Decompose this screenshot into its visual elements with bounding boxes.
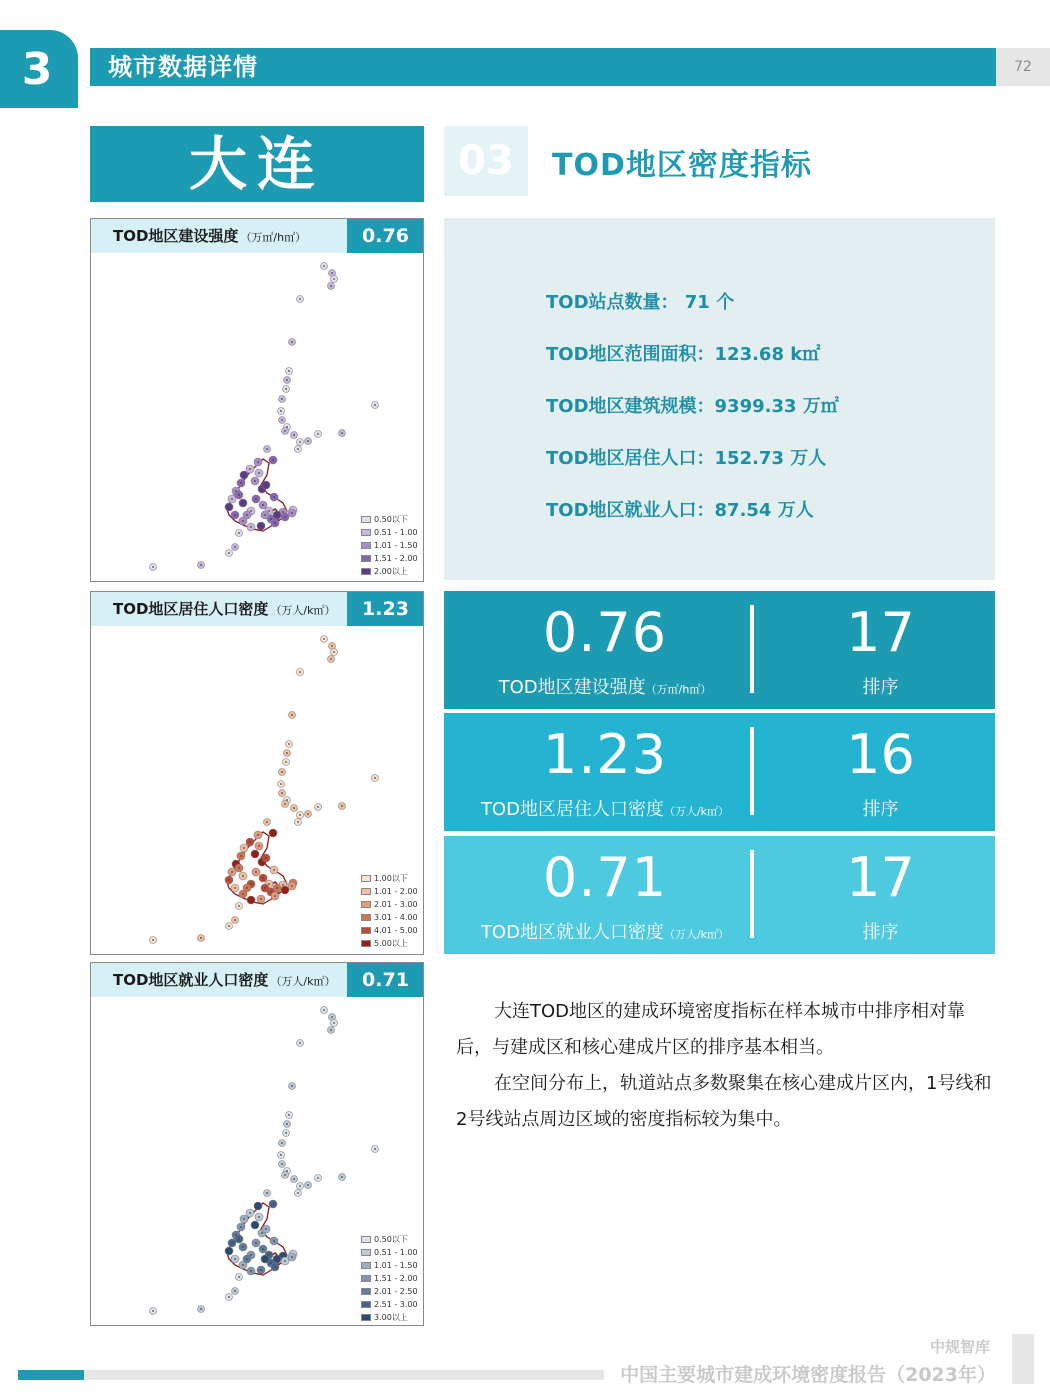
station-center-dot xyxy=(291,885,293,887)
station-center-dot xyxy=(243,474,245,476)
station-center-dot xyxy=(333,278,335,280)
legend-label: 1.01 - 1.50 xyxy=(374,541,418,550)
footer-brand: 中规智库 xyxy=(929,1338,990,1356)
metric-label-unit: （万㎡/h㎡） xyxy=(645,683,712,696)
legend-swatch xyxy=(361,542,371,549)
legend-label: 1.01 - 1.50 xyxy=(374,1261,418,1270)
station-center-dot xyxy=(280,783,282,785)
body-paragraph: 大连TOD地区的建成环境密度指标在样本城市中排序相对靠后，与建成区和核心建成片区的排序基本相当。 xyxy=(456,1001,966,1058)
station-center-dot xyxy=(276,1258,278,1260)
station-center-dot xyxy=(282,511,284,513)
station-center-dot xyxy=(330,1029,332,1031)
station-center-dot xyxy=(333,651,335,653)
station-center-dot xyxy=(234,887,236,889)
station-center-dot xyxy=(293,1178,295,1180)
metric-value: 0.71 xyxy=(542,846,668,909)
metric-label-unit: （万人/k㎡） xyxy=(663,805,730,818)
station-center-dot xyxy=(152,1310,154,1312)
station-center-dot xyxy=(249,468,251,470)
map-title-unit: （万人/k㎡） xyxy=(270,975,336,988)
station-center-dot xyxy=(242,875,244,877)
metric-value: 0.76 xyxy=(542,601,668,664)
station-center-dot xyxy=(297,1192,299,1194)
station-center-dot xyxy=(331,1016,333,1018)
legend-label: 1.51 - 2.00 xyxy=(374,1274,418,1283)
station-center-dot xyxy=(284,1174,286,1176)
station-center-dot xyxy=(266,1192,268,1194)
city-name: 大连 xyxy=(90,126,424,202)
station-center-dot xyxy=(246,1258,248,1260)
map-panel-build-intensity xyxy=(90,218,424,582)
station-center-dot xyxy=(281,419,283,421)
station-center-dot xyxy=(270,1262,272,1264)
station-center-dot xyxy=(152,939,154,941)
station-center-dot xyxy=(299,298,301,300)
station-center-dot xyxy=(261,861,263,863)
station-center-dot xyxy=(284,889,286,891)
map-title xyxy=(91,592,347,626)
station-center-dot xyxy=(281,1142,283,1144)
metric-rank: 16 xyxy=(846,723,915,786)
stat-station-count: TOD站点数量： 71 个 xyxy=(546,292,735,313)
station-center-dot xyxy=(234,1290,236,1292)
legend-swatch xyxy=(361,1314,371,1321)
station-center-dot xyxy=(268,883,270,885)
legend-label: 3.01 - 4.00 xyxy=(374,913,418,922)
station-center-dot xyxy=(282,884,284,886)
station-center-dot xyxy=(291,341,293,343)
legend-item xyxy=(361,513,418,526)
station-center-dot xyxy=(255,871,257,873)
station-center-dot xyxy=(265,857,267,859)
metric-label xyxy=(444,918,766,944)
metric-rank: 17 xyxy=(846,846,915,909)
station-center-dot xyxy=(330,285,332,287)
station-center-dot xyxy=(255,1242,257,1244)
station-center-dot xyxy=(281,792,283,794)
station-center-dot xyxy=(152,566,154,568)
station-center-dot xyxy=(285,761,287,763)
map-value: 0.71 xyxy=(347,963,424,997)
station-center-dot xyxy=(242,502,244,504)
station-center-dot xyxy=(307,813,309,815)
station-center-dot xyxy=(374,777,376,779)
legend-swatch xyxy=(361,1236,371,1243)
map-legend xyxy=(361,872,418,950)
station-center-dot xyxy=(299,1185,301,1187)
legend-label: 0.51 - 1.00 xyxy=(374,528,418,537)
legend-label: 2.00以上 xyxy=(374,567,408,576)
legend-label: 0.51 - 1.00 xyxy=(374,1248,418,1257)
legend-swatch xyxy=(361,1249,371,1256)
station-center-dot xyxy=(286,1123,288,1125)
station-center-dot xyxy=(240,1226,242,1228)
station-center-dot xyxy=(272,1203,274,1205)
stat-residents: TOD地区居住人口：152.73 万人 xyxy=(546,448,827,469)
station-center-dot xyxy=(272,832,274,834)
station-center-dot xyxy=(273,869,275,871)
section-index: 03 xyxy=(444,126,528,196)
station-center-dot xyxy=(323,638,325,640)
station-center-dot xyxy=(341,1176,343,1178)
station-center-dot xyxy=(231,1242,233,1244)
station-center-dot xyxy=(330,658,332,660)
station-center-dot xyxy=(254,480,256,482)
station-center-dot xyxy=(317,433,319,435)
stat-area: TOD地区范围面积：123.68 k㎡ xyxy=(546,344,821,365)
map-title xyxy=(91,963,347,997)
legend-label: 5.00以上 xyxy=(374,939,408,948)
station-center-dot xyxy=(281,1163,283,1165)
legend-swatch xyxy=(361,1275,371,1282)
station-center-dot xyxy=(243,847,245,849)
station-center-dot xyxy=(228,1250,230,1252)
station-center-dot xyxy=(270,518,272,520)
station-center-dot xyxy=(200,937,202,939)
station-center-dot xyxy=(234,919,236,921)
station-center-dot xyxy=(274,895,276,897)
legend-swatch xyxy=(361,568,371,575)
station-center-dot xyxy=(261,1232,263,1234)
station-center-dot xyxy=(297,821,299,823)
metric-label-text: TOD地区居住人口密度 xyxy=(480,799,664,820)
station-center-dot xyxy=(250,883,252,885)
legend-item xyxy=(361,911,418,924)
station-center-dot xyxy=(270,891,272,893)
station-center-dot xyxy=(246,514,248,516)
legend-label: 1.01 - 2.00 xyxy=(374,887,418,896)
station-center-dot xyxy=(200,564,202,566)
station-center-dot xyxy=(265,484,267,486)
station-center-dot xyxy=(268,510,270,512)
legend-label: 0.50以下 xyxy=(374,515,408,524)
metric-label xyxy=(444,673,766,699)
station-center-dot xyxy=(299,814,301,816)
station-center-dot xyxy=(250,1270,252,1272)
legend-item xyxy=(361,1298,418,1311)
station-center-dot xyxy=(341,432,343,434)
station-center-dot xyxy=(286,752,288,754)
station-center-dot xyxy=(242,1246,244,1248)
legend-item xyxy=(361,526,418,539)
station-center-dot xyxy=(266,448,268,450)
summary-stats-box xyxy=(444,218,995,580)
legend-item xyxy=(361,885,418,898)
station-center-dot xyxy=(234,1258,236,1260)
metric-label-text: TOD地区就业人口密度 xyxy=(480,922,664,943)
station-center-dot xyxy=(242,520,244,522)
station-center-dot xyxy=(250,510,252,512)
stat-floor-area: TOD地区建筑规模：9399.33 万㎡ xyxy=(546,396,839,417)
station-center-dot xyxy=(258,472,260,474)
station-center-dot xyxy=(266,821,268,823)
station-center-dot xyxy=(234,546,236,548)
station-center-dot xyxy=(258,1216,260,1218)
station-center-dot xyxy=(280,410,282,412)
metric-rank-label: 排序 xyxy=(862,922,899,943)
metric-rank-label: 排序 xyxy=(862,799,899,820)
station-center-dot xyxy=(246,887,248,889)
station-center-dot xyxy=(238,1238,240,1240)
station-center-dot xyxy=(249,841,251,843)
station-center-dot xyxy=(273,496,275,498)
station-center-dot xyxy=(285,388,287,390)
station-center-dot xyxy=(240,855,242,857)
station-center-dot xyxy=(255,498,257,500)
legend-label: 1.51 - 2.00 xyxy=(374,554,418,563)
station-center-dot xyxy=(288,370,290,372)
station-center-dot xyxy=(276,514,278,516)
station-center-dot xyxy=(200,1308,202,1310)
map-title-text: TOD地区居住人口密度 xyxy=(113,600,269,618)
map-title-unit: （万人/k㎡） xyxy=(270,604,336,617)
station-center-dot xyxy=(254,853,256,855)
station-center-dot xyxy=(299,441,301,443)
legend-item xyxy=(361,1272,418,1285)
metric-band-residential-density xyxy=(444,713,995,831)
section-number-badge: 3 xyxy=(0,30,78,108)
legend-item xyxy=(361,565,418,578)
station-center-dot xyxy=(257,834,259,836)
station-center-dot xyxy=(260,525,262,527)
station-center-dot xyxy=(262,1248,264,1250)
legend-label: 3.00以上 xyxy=(374,1313,408,1322)
footer-accent-bar xyxy=(18,1370,84,1380)
station-center-dot xyxy=(262,877,264,879)
metric-label xyxy=(444,795,766,821)
station-center-dot xyxy=(280,1154,282,1156)
legend-label: 4.01 - 5.00 xyxy=(374,926,418,935)
footer-bar xyxy=(84,1370,604,1380)
station-center-dot xyxy=(291,1256,293,1258)
station-center-dot xyxy=(242,893,244,895)
station-center-dot xyxy=(299,671,301,673)
legend-item xyxy=(361,924,418,937)
station-center-dot xyxy=(291,714,293,716)
station-center-dot xyxy=(228,552,230,554)
station-center-dot xyxy=(260,1269,262,1271)
page-number: 72 xyxy=(996,48,1050,86)
legend-label: 2.51 - 3.00 xyxy=(374,1300,418,1309)
station-center-dot xyxy=(307,440,309,442)
station-center-dot xyxy=(285,1132,287,1134)
legend-swatch xyxy=(361,1288,371,1295)
legend-swatch xyxy=(361,927,371,934)
station-center-dot xyxy=(240,482,242,484)
legend-item xyxy=(361,552,418,565)
legend-swatch xyxy=(361,914,371,921)
station-center-dot xyxy=(228,925,230,927)
station-center-dot xyxy=(288,743,290,745)
metric-divider xyxy=(750,727,754,815)
legend-swatch xyxy=(361,901,371,908)
map-title xyxy=(91,219,347,253)
legend-item xyxy=(361,1285,418,1298)
legend-swatch xyxy=(361,940,371,947)
station-center-dot xyxy=(284,1260,286,1262)
station-center-dot xyxy=(291,512,293,514)
legend-label: 1.00以下 xyxy=(374,874,408,883)
legend-item xyxy=(361,1311,418,1324)
station-center-dot xyxy=(331,645,333,647)
station-center-dot xyxy=(265,1228,267,1230)
metric-rank: 17 xyxy=(846,601,915,664)
metric-divider xyxy=(750,605,754,693)
station-center-dot xyxy=(243,1218,245,1220)
station-center-dot xyxy=(281,771,283,773)
legend-swatch xyxy=(361,888,371,895)
map-title-unit: （万㎡/h㎡） xyxy=(240,231,307,244)
station-center-dot xyxy=(323,265,325,267)
metric-rank-label: 排序 xyxy=(862,677,899,698)
station-center-dot xyxy=(231,498,233,500)
station-center-dot xyxy=(257,1205,259,1207)
station-center-dot xyxy=(307,1184,309,1186)
station-center-dot xyxy=(317,1177,319,1179)
metric-label-unit: （万人/k㎡） xyxy=(663,928,730,941)
station-center-dot xyxy=(374,404,376,406)
legend-item xyxy=(361,872,418,885)
map-panel-residential-density xyxy=(90,591,424,955)
body-text xyxy=(456,994,992,1138)
legend-swatch xyxy=(361,555,371,562)
station-center-dot xyxy=(238,532,240,534)
legend-item xyxy=(361,898,418,911)
station-center-dot xyxy=(293,434,295,436)
map-title-text: TOD地区就业人口密度 xyxy=(113,971,269,989)
station-center-dot xyxy=(274,1266,276,1268)
station-center-dot xyxy=(273,1240,275,1242)
station-center-dot xyxy=(341,805,343,807)
map-legend xyxy=(361,513,418,578)
station-center-dot xyxy=(333,1022,335,1024)
station-center-dot xyxy=(249,1212,251,1214)
legend-label: 2.01 - 2.50 xyxy=(374,1287,418,1296)
map-value: 0.76 xyxy=(347,219,424,253)
body-paragraph: 在空间分布上，轨道站点多数聚集在核心建成片区内，1号线和2号线站点周边区域的密度指标较为集中。 xyxy=(456,1073,992,1130)
station-center-dot xyxy=(242,1264,244,1266)
station-center-dot xyxy=(286,379,288,381)
footer-report-title: 中国主要城市建成环境密度报告（2023年） xyxy=(620,1364,996,1386)
station-center-dot xyxy=(238,1276,240,1278)
station-center-dot xyxy=(284,430,286,432)
legend-swatch xyxy=(361,529,371,536)
station-center-dot xyxy=(317,806,319,808)
station-center-dot xyxy=(261,488,263,490)
station-center-dot xyxy=(257,461,259,463)
station-center-dot xyxy=(282,1255,284,1257)
legend-swatch xyxy=(361,516,371,523)
metric-band-employment-density xyxy=(444,836,995,954)
station-center-dot xyxy=(228,1296,230,1298)
section-heading: TOD地区密度指标 xyxy=(552,148,812,183)
map-value: 1.23 xyxy=(347,592,424,626)
station-center-dot xyxy=(234,514,236,516)
station-center-dot xyxy=(238,867,240,869)
station-center-dot xyxy=(276,887,278,889)
map-title-text: TOD地区建设强度 xyxy=(113,227,239,245)
station-center-dot xyxy=(291,1085,293,1087)
station-center-dot xyxy=(262,504,264,506)
legend-item xyxy=(361,1233,418,1246)
station-center-dot xyxy=(268,1254,270,1256)
station-center-dot xyxy=(274,522,276,524)
legend-swatch xyxy=(361,1301,371,1308)
station-center-dot xyxy=(323,1009,325,1011)
station-center-dot xyxy=(264,1258,266,1260)
map-legend xyxy=(361,1233,418,1324)
section-title-bar: 城市数据详情 xyxy=(90,48,996,86)
station-center-dot xyxy=(264,887,266,889)
map-panel-employment-density xyxy=(90,962,424,1326)
metric-value: 1.23 xyxy=(542,723,668,786)
station-center-dot xyxy=(288,1114,290,1116)
station-center-dot xyxy=(331,272,333,274)
station-center-dot xyxy=(258,845,260,847)
metric-divider xyxy=(750,850,754,938)
station-center-dot xyxy=(231,871,233,873)
station-center-dot xyxy=(272,459,274,461)
metric-label-text: TOD地区建设强度 xyxy=(498,677,646,698)
station-center-dot xyxy=(250,1254,252,1256)
legend-swatch xyxy=(361,1262,371,1269)
station-center-dot xyxy=(297,448,299,450)
legend-item xyxy=(361,539,418,552)
station-center-dot xyxy=(374,1148,376,1150)
station-center-dot xyxy=(228,879,230,881)
legend-item xyxy=(361,1246,418,1259)
station-center-dot xyxy=(250,899,252,901)
station-center-dot xyxy=(254,1224,256,1226)
legend-label: 2.01 - 3.00 xyxy=(374,900,418,909)
legend-swatch xyxy=(361,875,371,882)
metric-band-build-intensity xyxy=(444,591,995,709)
station-center-dot xyxy=(293,807,295,809)
station-center-dot xyxy=(238,905,240,907)
station-center-dot xyxy=(228,506,230,508)
station-center-dot xyxy=(250,526,252,528)
legend-item xyxy=(361,937,418,950)
station-center-dot xyxy=(281,398,283,400)
station-center-dot xyxy=(284,516,286,518)
station-center-dot xyxy=(238,494,240,496)
legend-label: 0.50以下 xyxy=(374,1235,408,1244)
footer-block xyxy=(1012,1334,1034,1384)
legend-item xyxy=(361,1259,418,1272)
station-center-dot xyxy=(284,803,286,805)
stat-employees: TOD地区就业人口：87.54 万人 xyxy=(546,500,814,521)
station-center-dot xyxy=(260,898,262,900)
station-center-dot xyxy=(299,1042,301,1044)
station-center-dot xyxy=(264,514,266,516)
